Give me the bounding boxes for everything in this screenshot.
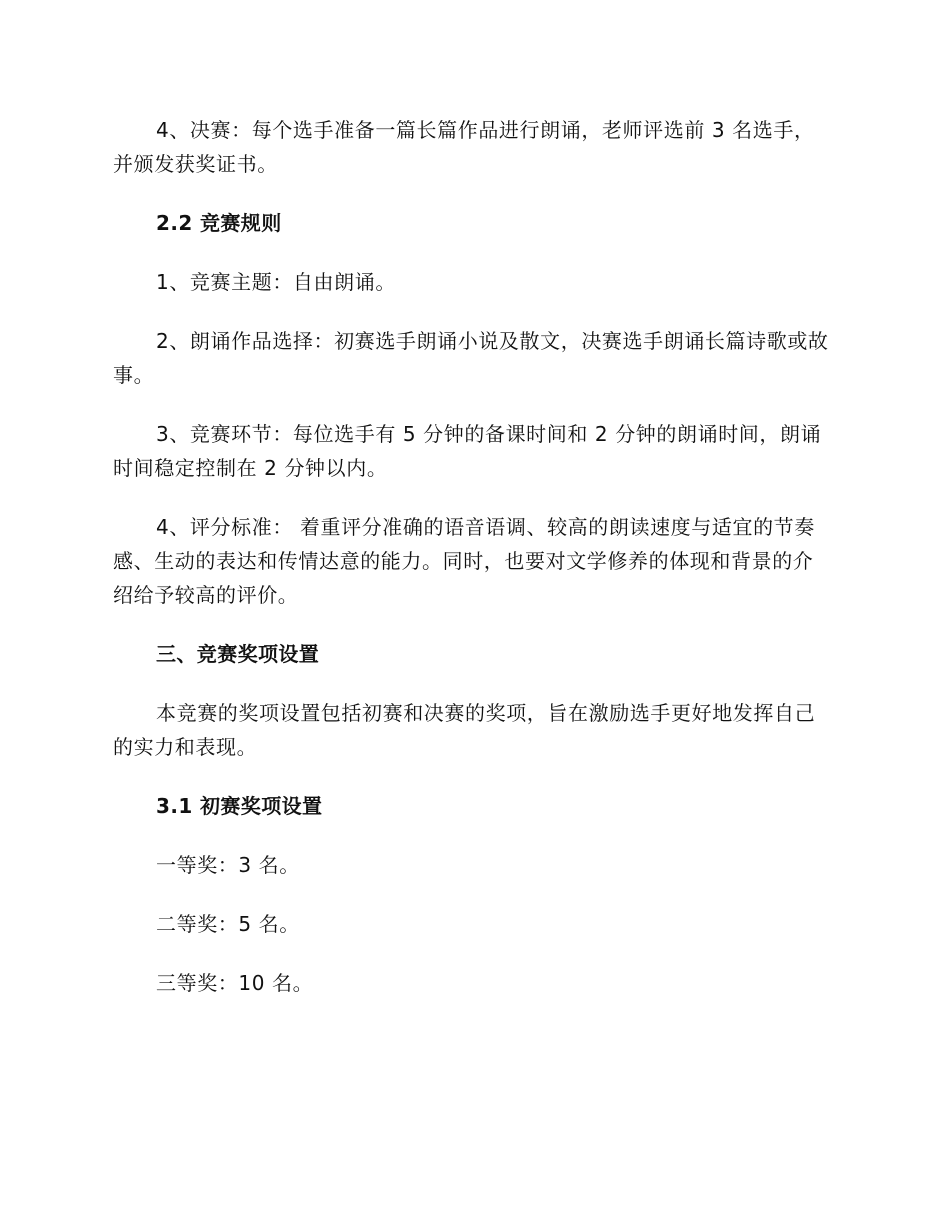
section-heading-awards: 三、竞赛奖项设置 [156, 642, 320, 666]
paragraph-competition-stages: 3、竞赛环节：每位选手有 5 分钟的备课时间和 2 分钟的朗诵时间，朗诵时间稳定控制在 2 分钟以内。 [113, 422, 822, 480]
award-third-prize: 三等奖：10 名。 [156, 971, 314, 995]
award-second-prize: 二等奖：5 名。 [156, 912, 300, 936]
paragraph-scoring-criteria: 4、评分标准： 着重评分准确的语音语调、较高的朗读速度与适宜的节奏感、生动的表达和传情达意的能力。同时，也要对文学修养的体现和背景的介绍给予较高的评价。 [113, 515, 815, 607]
section-heading-rules: 2.2 竞赛规则 [156, 211, 282, 235]
section-heading-preliminary-awards: 3.1 初赛奖项设置 [156, 794, 323, 818]
paragraph-final-round: 4、决赛：每个选手准备一篇长篇作品进行朗诵，老师评选前 3 名选手，并颁发获奖证书。 [113, 118, 815, 176]
document-body [113, 113, 833, 1025]
paragraph-theme: 1、竞赛主题：自由朗诵。 [156, 270, 396, 294]
paragraph-work-selection: 2、朗诵作品选择：初赛选手朗诵小说及散文，决赛选手朗诵长篇诗歌或故事。 [113, 329, 829, 387]
award-first-prize: 一等奖：3 名。 [156, 853, 300, 877]
paragraph-awards-intro: 本竞赛的奖项设置包括初赛和决赛的奖项，旨在激励选手更好地发挥自己的实力和表现。 [113, 701, 816, 759]
